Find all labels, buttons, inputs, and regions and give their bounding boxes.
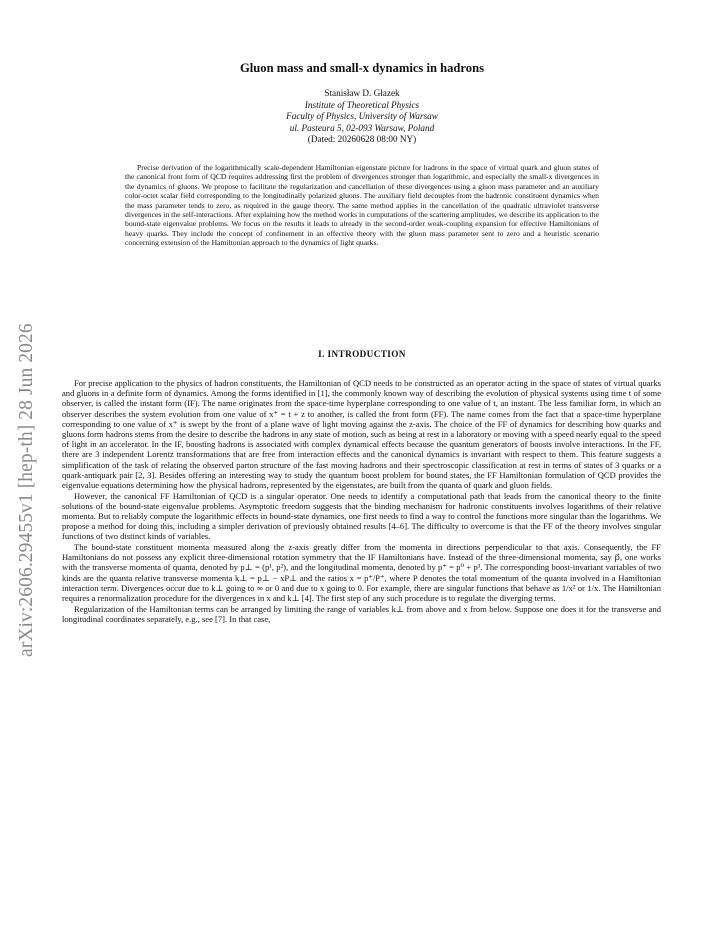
paragraph: However, the canonical FF Hamiltonian of QCD is a singular operator. One needs to identify a computational path that leads from the canonical theory to the finite solutions of the bound-state eigenvalue problems. Asymptotic freedom suggests that the binding mechanism for hadronic constituents involves logarithms of their relative momenta. But to reliably compute the logarithmic effects in bound-state dynamics, one first needs to find a way to control the functions more singular than the logarithms. We propose a method for doing this, including a simpler derivation of previously obtained results [4–6]. The difficulty to overcome is that the FF of the theory involves singular functions of two distinct kinds of variables. — [62, 490, 661, 542]
author-name: Stanisław D. Głazek — [324, 88, 400, 98]
paragraph: For precise application to the physics of hadron constituents, the Hamiltonian of QCD needs to be constructed as an operator acting in the space of states of virtual quarks and gluons in a definite form of dynamics. Among the forms identified in [1], the commonly known way of describing the evolution of physical systems using time t of some observer, is called the instant form (IF). The name originates from the space-time hyperplane corresponding to one value of t, an instant. The less familiar form, in which an observer describes the system evolution from one value of x⁺ = t + z to another, is called the front form (FF). The name comes from the fact that a space-time hyperplane corresponding to one value of x⁺ is swept by the front of a plane wave of light moving against the z-axis. The choice of the FF of dynamics for describing how quarks and gluons form hadrons stems from the desire to describe the hadrons in any state of motion, such as being at rest in a laboratory or moving with a speed nearly equal to the speed of light in an accelerator. In the IF, boosting hadrons is associated with complex dynamical effects because the quantum generators of boosts involve interactions. In the FF, there are 3 independent Lorentz transformations that are free from interaction effects and the canonical dynamics is invariant with respect to them. This feature suggests a simplification of the task of relating the observed parton structure of the fast moving hadrons and their spectroscopic classification at rest in terms of states of 3 quarks or a quark-antiquark pair [2, 3]. Besides offering an interesting way to study the quantum boost problem for bound states, the FF Hamiltonian formulation of QCD provides the eigenvalue equations determining how the physical hadrons, represented by the eigenstates, are built from the quanta of quark and gluon fields. — [62, 378, 661, 491]
abstract: Precise derivation of the logarithmically scale-dependent Hamiltonian eigenstate picture for hadrons in the space of virtual quark and gluon states of the canonical front form of QCD requires addressing first the problem of divergences stronger than logarithmic, and especially the small-x divergences in the dynamics of gluons. We propose to facilitate the regularization and cancellation of these divergences using a gluon mass parameter and an auxiliary color-octet scalar field corresponding to the longitudinally polarized gluons. The auxiliary field decouples from the hadronic constituent dynamics when the mass parameter tends to zero, as required in the gauge theory. The same method applies in the cancellation of the quadratic ultraviolet transverse divergences in the self-interactions. After explaining how the method works in computations of the scattering amplitudes, we describe its application to the bound-state eigenvalue problems. We focus on the results it leads to already in the second-order weak-coupling expansion for effective Hamiltonians of heavy quarks. They include the concept of confinement in an effective theory with the gluon mass parameter sent to zero and a heuristic scenario concerning extension of the Hamiltonian approach to the dynamics of light quarks. — [125, 163, 599, 248]
author-block — [100, 88, 624, 146]
arxiv-identifier: arXiv:2606.29455v1 [hep-th] 28 Jun 2026 — [16, 323, 37, 657]
affiliation-faculty: Faculty of Physics, University of Warsaw — [286, 111, 438, 121]
paper-title: Gluon mass and small-x dynamics in hadrons — [239, 61, 485, 75]
paragraph: Regularization of the Hamiltonian terms can be arranged by limiting the range of variables k⊥ from above and x from below. Suppose one does it for the transverse and longitudinal coordinates separately, e.g., see [7]. In that case, — [62, 603, 661, 624]
affiliation-address: ul. Pasteura 5, 02-093 Warsaw, Poland — [289, 122, 435, 133]
section-heading: I. INTRODUCTION — [318, 349, 406, 359]
body-text — [62, 378, 661, 624]
dated-line: (Dated: 20260628 08:00 NY) — [307, 134, 417, 144]
affiliation-institute: Institute of Theoretical Physics — [304, 99, 420, 110]
paragraph: The bound-state constituent momenta measured along the z-axis greatly differ from the momenta in directions perpendicular to that axis. Consequently, the FF Hamiltonians do not possess any explicit three-dimensional rotation symmetry that the IF Hamiltonians have. Instead of the three-dimensional momenta, say p⃗, one works with the transverse momenta of quanta, denoted by p⊥ = (p¹, p²), and the longitudinal momenta, denoted by p⁺ = p⁰ + p³. The corresponding boost-invariant variables of two kinds are the quanta relative transverse momenta k⊥ = p⊥ − xP⊥ and the ratios x = p⁺/P⁺, where P denotes the total momentum of the quanta involved in a Hamiltonian interaction term. Divergences occur due to k⊥ going to ∞ or 0 and due to x going to 0. For example, there are singular functions that behave as 1/x² or 1/x. The Hamiltonian requires a renormalization procedure for the divergences in x and k⊥ [4]. The first step of any such procedure is to regulate the diverging terms. — [62, 542, 661, 604]
